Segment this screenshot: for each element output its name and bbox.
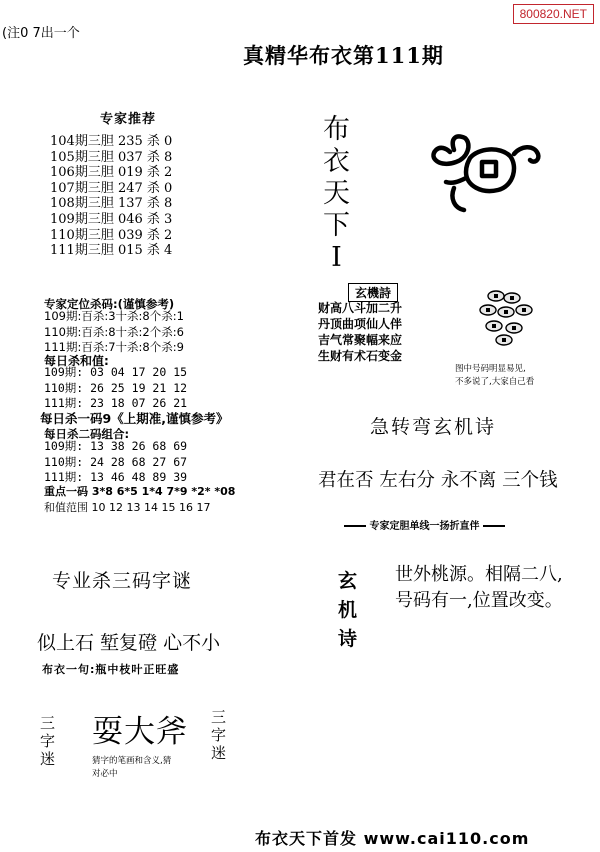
riddle-caption-2: 对必中	[92, 769, 118, 779]
vertical-char: 三	[40, 714, 56, 732]
riddle-title: 专业杀三码字谜	[52, 570, 193, 592]
key-point-line: 重点一码 3*8 6*5 1*4 7*9 *2* *08	[44, 485, 236, 498]
sum-kill-heading: 每日杀和值:	[44, 354, 109, 368]
vertical-char: 衣	[323, 146, 350, 177]
top-note: (注0 7出一个	[2, 26, 80, 41]
sum-kill-list	[44, 365, 187, 412]
sum-kill-row: 110期: 26 25 19 21 12	[44, 380, 188, 395]
position-kill-heading: 专家定位杀码:(谨慎参考)	[44, 297, 175, 311]
banner-line: 君在否 左右分 永不离 三个钱	[318, 470, 558, 491]
mascot-drawing	[410, 130, 560, 225]
vertical-char: 字	[211, 726, 227, 744]
sum-range-line: 和值范围 10 12 13 14 15 16 17	[44, 501, 211, 514]
poem-line: 丹顶曲项仙人伴	[318, 317, 403, 331]
vertical-char: 字	[40, 732, 56, 750]
page-title: 真精华布衣第111期	[243, 43, 444, 68]
riddle-caption-1: 猜字的笔画和含义,猜	[92, 756, 172, 766]
vertical-char: 机	[338, 599, 358, 621]
vertical-char: 诗	[338, 628, 358, 650]
two-code-row: 111期: 13 46 48 89 39	[44, 470, 188, 485]
expert-row: 104期三胆 235 杀 0	[50, 134, 173, 149]
two-code-heading: 每日杀二码组合:	[44, 427, 130, 441]
expert-row: 111期三胆 015 杀 4	[50, 243, 173, 259]
sum-kill-row: 109期: 03 04 17 20 15	[44, 365, 188, 379]
poem-line: 吉气常聚幅来应	[318, 333, 403, 347]
single-line-text: 专家定胆单线一扬折直伴	[369, 521, 480, 532]
coins-picture	[470, 288, 540, 346]
footer-text: 布衣天下首发 www.cai110.com	[255, 829, 530, 848]
left-rule	[344, 525, 366, 527]
image-note-2: 不多说了,大家自己看	[455, 377, 535, 387]
one-code-line: 每日杀一码9《上期准,谨慎参考》	[40, 411, 229, 426]
vertical-char: 天	[323, 178, 350, 209]
poem-line: 财高八斗加二升	[318, 301, 403, 315]
expert-row: 109期三胆 046 杀 3	[50, 211, 173, 227]
xuanji-poem-block	[318, 283, 430, 365]
buyi-tianxia-vertical	[323, 114, 350, 274]
riddle-main-chars: 耍大斧	[92, 714, 188, 750]
position-kill-row: 111期:百杀:7十杀:8个杀:9	[44, 340, 184, 355]
riddle-right-vertical	[211, 708, 226, 762]
poem-line: 生财有术石变金	[318, 349, 403, 363]
riddle-line: 似上石 堑复磴 心不小	[37, 632, 221, 654]
riddle-left-vertical	[40, 714, 55, 768]
vertical-char: 三	[211, 708, 227, 726]
site-badge: 800820.NET	[513, 4, 594, 24]
expert-row: 105期三胆 037 杀 8	[50, 149, 173, 165]
buyi-line: 布衣一句:瓶中枝叶正旺盛	[42, 663, 180, 676]
position-kill-row: 110期:百杀:8十杀:2个杀:6	[44, 324, 184, 339]
vertical-char: I	[331, 242, 342, 273]
urgent-title: 急转弯玄机诗	[370, 416, 497, 438]
two-code-row: 110期: 24 28 68 27 67	[44, 454, 188, 469]
expert-row: 108期三胆 137 杀 8	[50, 196, 173, 212]
image-note-1: 图中号码明显易见,	[455, 364, 526, 374]
sum-kill-row: 111期: 23 18 07 26 21	[44, 396, 188, 411]
peach-line-2: 号码有一,位置改变。	[395, 590, 563, 611]
expert-row: 106期三胆 019 杀 2	[50, 165, 173, 181]
vertical-char: 玄	[338, 570, 358, 592]
xuanji-vertical	[338, 567, 357, 654]
vertical-char: 迷	[40, 750, 56, 768]
xuanji-poem-lines	[318, 300, 402, 364]
two-code-row: 109期: 13 38 26 68 69	[44, 439, 188, 453]
expert-list	[50, 134, 172, 259]
peach-line-1: 世外桃源。相隔二八,	[395, 564, 563, 585]
vertical-char: 迷	[211, 744, 227, 762]
expert-row: 107期三胆 247 杀 0	[50, 180, 173, 196]
vertical-char: 下	[323, 210, 350, 241]
vertical-char: 布	[323, 114, 350, 145]
position-kill-row: 109期:百杀:3十杀:8个杀:1	[44, 309, 184, 323]
expert-heading: 专家推荐	[100, 112, 157, 127]
single-line-row	[344, 517, 505, 532]
right-rule	[483, 525, 505, 527]
expert-row: 110期三胆 039 杀 2	[50, 227, 173, 243]
position-kill-list	[44, 309, 184, 356]
two-code-list	[44, 439, 187, 486]
xuanji-poem-heading: 玄機詩	[348, 283, 398, 302]
